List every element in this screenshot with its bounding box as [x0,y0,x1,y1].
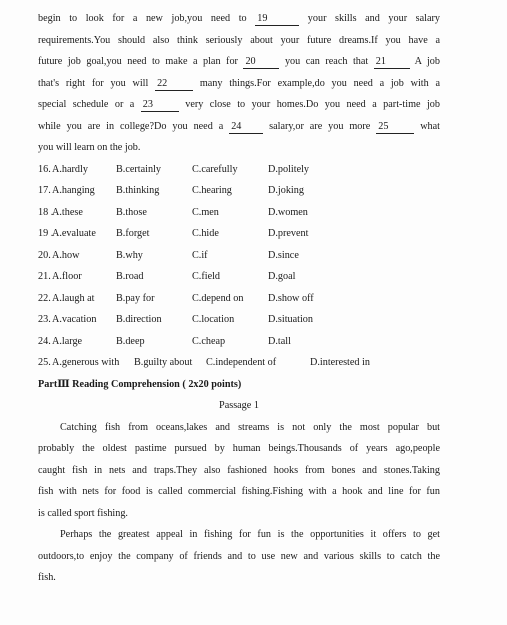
option-d: D.show off [268,292,314,304]
option-row [38,266,440,288]
cloze-text: salary,or are you more [263,120,377,132]
option-row [38,180,440,202]
option-c: C.location [192,314,235,325]
cloze-text: you will learn on the job. [38,142,141,153]
option-b: B.road [116,271,144,282]
option-c: C.depend on [192,292,244,304]
cloze-passage [38,8,440,159]
passage-line: fish. [38,572,56,583]
cloze-text: that's right for you will [38,77,156,89]
option-row [38,223,440,245]
option-a: A.generous with [52,357,120,368]
question-number: 20. [38,249,51,261]
question-number: 21. [38,271,51,282]
option-a: A.how [52,249,80,261]
option-d: D.women [268,206,308,218]
passage-line: Perhaps the greatest appeal in fishing for fun is the opportunities it offers to get [60,529,440,540]
option-row [38,331,440,353]
option-b: B.certainly [116,163,161,175]
cloze-text: many things.For example,do you need a job with a [193,77,440,89]
cloze-text: you can reach that [279,56,374,67]
passage-title: Passage 1 [219,400,259,411]
option-a: A.hardly [52,163,88,175]
cloze-line [38,51,440,73]
cloze-line [38,137,440,159]
option-row [38,352,440,374]
question-number: 24. [38,335,51,347]
cloze-text: special schedule or a [38,99,141,110]
passage-line: probably the oldest pastime pursued by human beings.Thousands of years ago,people [38,443,440,454]
option-b: B.direction [116,314,162,325]
option-c: C.if [192,249,208,261]
option-c: C.independent of [206,357,277,368]
passage-paragraph-1 [38,417,440,525]
option-d: D.situation [268,314,313,325]
cloze-line [38,8,440,30]
option-d: D.interested in [310,357,370,368]
cloze-text: very close to your homes.Do you need a part-time job [178,99,440,110]
cloze-text: while you are in college?Do you need a [38,120,230,132]
cloze-line [38,94,440,116]
option-d: D.since [268,249,299,261]
option-a: A.vacation [52,314,97,325]
option-c: C.field [192,271,221,282]
option-b: B.those [116,206,147,218]
option-b: B.forget [116,228,150,239]
passage-line: fish with nets for food is called commercial fishing.Fishing with a hook and line for fun [38,486,440,497]
option-a: A.large [52,335,83,347]
question-number: 22. [38,292,51,304]
option-c: C.men [192,206,219,218]
cloze-text: future job goal,you need to make a plan for [38,56,244,67]
cloze-text: begin to look for a new job,you need to [38,13,256,24]
option-a: A.hanging [52,185,95,196]
option-d: D.prevent [268,228,309,239]
answer-blank: 22 [155,78,193,91]
cloze-text: your skills and your salary [299,13,440,24]
question-number: 18 . [38,206,54,218]
option-b: B.deep [116,335,145,347]
option-row [38,202,440,224]
question-number: 19 . [38,228,54,239]
option-a: A.floor [52,271,82,282]
answer-blank: 24 [229,121,263,134]
passage-line: outdoors,to enjoy the company of friends and to use new and various skills to catch the [38,550,440,562]
option-row [38,309,440,331]
option-d: D.goal [268,271,296,282]
option-b: B.why [116,249,143,261]
cloze-line [38,73,440,95]
option-c: C.carefully [192,163,238,175]
option-d: D.tall [268,335,291,347]
answer-blank: 25 [376,121,414,134]
option-d: D.joking [268,185,304,196]
option-a: A.evaluate [52,228,96,239]
option-b: B.pay for [116,292,155,304]
passage-line: is called sport fishing. [38,507,128,519]
passage-line: caught fish in nets and traps.They also fashioned hooks from bones and stones.Taking [38,464,440,476]
option-d: D.politely [268,163,310,175]
option-b: B.thinking [116,185,160,196]
option-c: C.cheap [192,335,226,347]
passage-paragraph-2 [38,524,440,589]
answer-blank: 19 [255,13,299,26]
passage-line: Catching fish from oceans,lakes and streams is not only the most popular but [60,421,440,433]
page-content [38,8,440,589]
option-b: B.guilty about [134,357,193,368]
cloze-text: what [414,120,440,132]
question-number: 25. [38,357,51,368]
cloze-line [38,30,440,52]
option-a: A.laugh at [52,292,95,304]
option-row [38,245,440,267]
answer-blank: 23 [141,99,179,112]
option-a: A.these [52,206,83,218]
question-number: 23. [38,314,51,325]
options-list [38,159,440,374]
cloze-text: requirements.You should also think seriously about your future dreams.If you have a [38,34,440,46]
cloze-line [38,116,440,138]
answer-blank: 21 [374,56,410,69]
answer-blank: 20 [243,56,279,69]
cloze-text: A job [409,56,440,67]
option-c: C.hearing [192,185,232,196]
option-c: C.hide [192,228,219,239]
option-row [38,159,440,181]
section-title: PartⅢ Reading Comprehension ( 2x20 points) [38,378,242,390]
option-row [38,288,440,310]
question-number: 16. [38,163,51,175]
question-number: 17. [38,185,51,196]
